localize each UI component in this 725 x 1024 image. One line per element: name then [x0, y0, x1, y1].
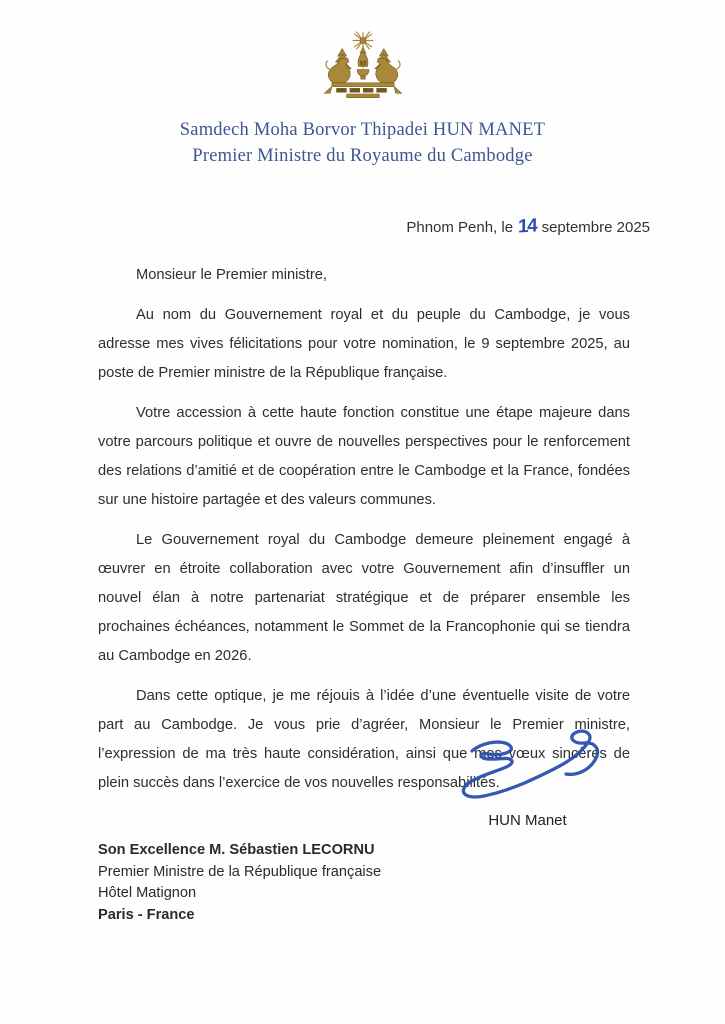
paragraph-4: Dans cette optique, je me réjouis à l’idée d’une éventuelle visite de votre part au Cambodge. Je vous prie d’agréer, Monsieur le Premier ministre, l’expression de ma très haute considération, ainsi que mes vœux sincères de plein succès dans l’exercice de vos nouvelles responsabilités.: [98, 688, 630, 791]
salutation: Monsieur le Premier ministre,: [136, 267, 327, 283]
paragraph-2: Votre accession à cette haute fonction constitue une étape majeure dans votre parcours politique et ouvre de nouvelles perspectives pour le renforcement des relations d’amitié et de coopération entre le Cambodge et la France, fondées sur une histoire partagée et des valeurs communes.: [98, 405, 630, 508]
recipient-residence: Hôtel Matignon: [98, 885, 197, 901]
paragraph-1: Au nom du Gouvernement royal et du peuple du Cambodge, je vous adresse mes vives félicitations pour votre nomination, le 9 septembre 2025, au poste de Premier ministre de la République française.: [98, 307, 630, 381]
letter-body: [98, 250, 630, 798]
letterhead: [0, 117, 725, 169]
recipient-address: [98, 840, 381, 926]
handwritten-day: 14: [518, 215, 537, 238]
letterhead-name: Samdech Moha Borvor Thipadei HUN MANET: [179, 120, 546, 140]
signature-ink-icon: [448, 724, 606, 804]
dateline-suffix: septembre 2025: [541, 219, 650, 236]
signature-name: HUN Manet: [488, 812, 567, 829]
paragraph-3: Le Gouvernement royal du Cambodge demeure pleinement engagé à œuvrer en étroite collaboration avec votre Gouvernement afin d’insuffler un nouvel élan à notre partenariat stratégique et de préparer ensemble les prochaines échéances, notamment le Sommet de la Francophonie qui se tiendra au Cambodge en 2026.: [98, 532, 630, 664]
recipient-title: Premier Ministre de la République française: [98, 863, 382, 880]
recipient-city: Paris - France: [98, 906, 195, 923]
recipient-name: Son Excellence M. Sébastien LECORNU: [98, 842, 375, 858]
dateline: [406, 216, 650, 238]
royal-arms-of-cambodia-icon: [311, 24, 415, 112]
letterhead-title: Premier Ministre du Royaume du Cambodge: [192, 146, 533, 166]
dateline-prefix: Phnom Penh, le: [406, 219, 514, 236]
